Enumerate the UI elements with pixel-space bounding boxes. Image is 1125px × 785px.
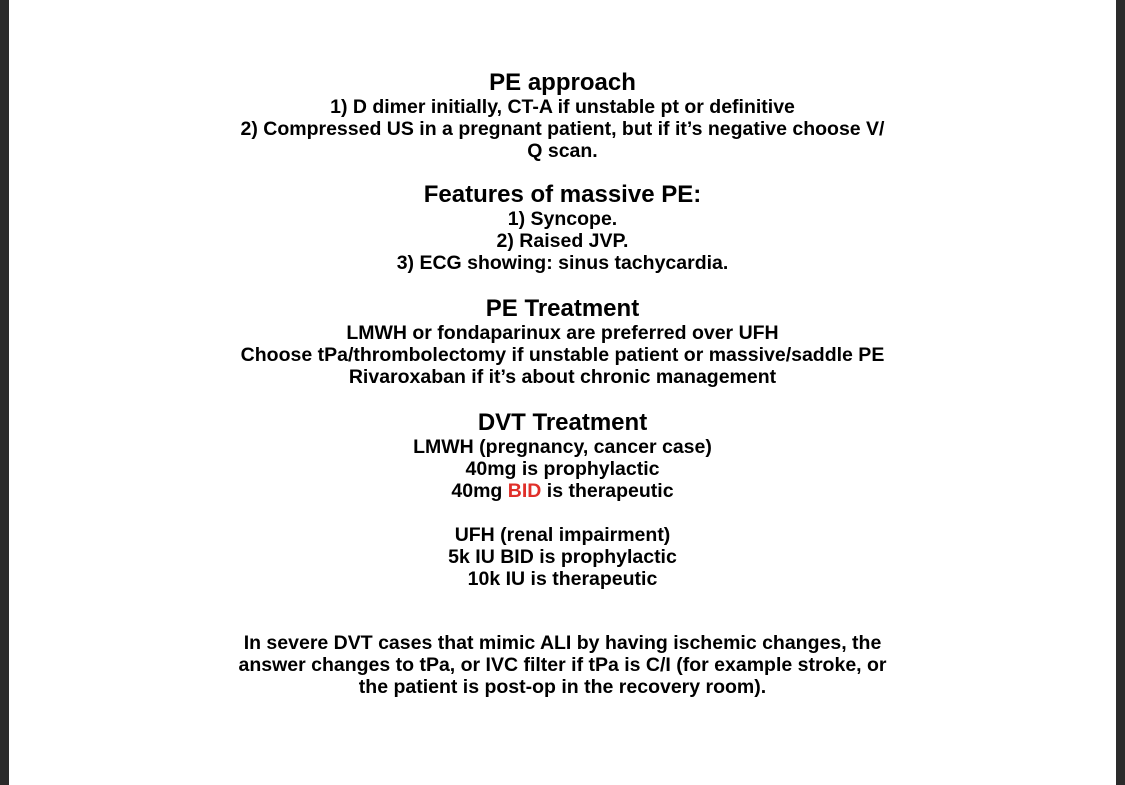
pe-treatment-line: Rivaroxaban if it’s about chronic management <box>348 366 777 388</box>
ufh-line: 10k IU is therapeutic <box>467 568 658 590</box>
bid-highlight: BID <box>507 480 542 502</box>
severe-dvt-line: the patient is post-op in the recovery room). <box>358 676 767 698</box>
document-content <box>9 70 1116 698</box>
dvt-therapeutic-prefix: 40mg <box>451 480 508 502</box>
massive-pe-feature: 3) ECG showing: sinus tachycardia. <box>396 252 729 274</box>
pe-treatment-line: LMWH or fondaparinux are preferred over UFH <box>346 322 779 344</box>
dvt-treatment-line: 40mg is prophylactic <box>465 458 660 480</box>
ufh-line: UFH (renal impairment) <box>454 524 671 546</box>
severe-dvt-section <box>9 632 1116 698</box>
pe-treatment-section <box>9 296 1116 388</box>
pe-approach-line: 2) Compressed US in a pregnant patient, but if it’s negative choose V/ <box>240 118 885 140</box>
dvt-therapeutic-line <box>9 480 1116 502</box>
pe-approach-section <box>9 70 1116 162</box>
massive-pe-title: Features of massive PE: <box>423 181 702 208</box>
severe-dvt-line: answer changes to tPa, or IVC filter if tPa is C/I (for example stroke, or <box>238 654 887 676</box>
severe-dvt-line: In severe DVT cases that mimic ALI by having ischemic changes, the <box>243 632 882 654</box>
pe-approach-line: Q scan. <box>527 140 598 162</box>
dvt-treatment-section <box>9 410 1116 502</box>
massive-pe-section <box>9 182 1116 274</box>
ufh-line: 5k IU BID is prophylactic <box>448 546 677 568</box>
massive-pe-feature: 2) Raised JVP. <box>496 230 629 252</box>
pe-approach-title: PE approach <box>489 69 636 96</box>
dvt-treatment-line: LMWH (pregnancy, cancer case) <box>413 436 712 458</box>
dvt-therapeutic-suffix: is therapeutic <box>541 480 674 502</box>
pe-approach-line: 1) D dimer initially, CT-A if unstable pt or definitive <box>330 96 795 118</box>
dvt-treatment-title: DVT Treatment <box>477 409 648 436</box>
pe-treatment-title: PE Treatment <box>485 295 640 322</box>
ufh-section <box>9 524 1116 590</box>
pe-treatment-line: Choose tPa/thrombolectomy if unstable patient or massive/saddle PE <box>240 344 885 366</box>
massive-pe-feature: 1) Syncope. <box>507 208 618 230</box>
document-page <box>9 0 1116 785</box>
